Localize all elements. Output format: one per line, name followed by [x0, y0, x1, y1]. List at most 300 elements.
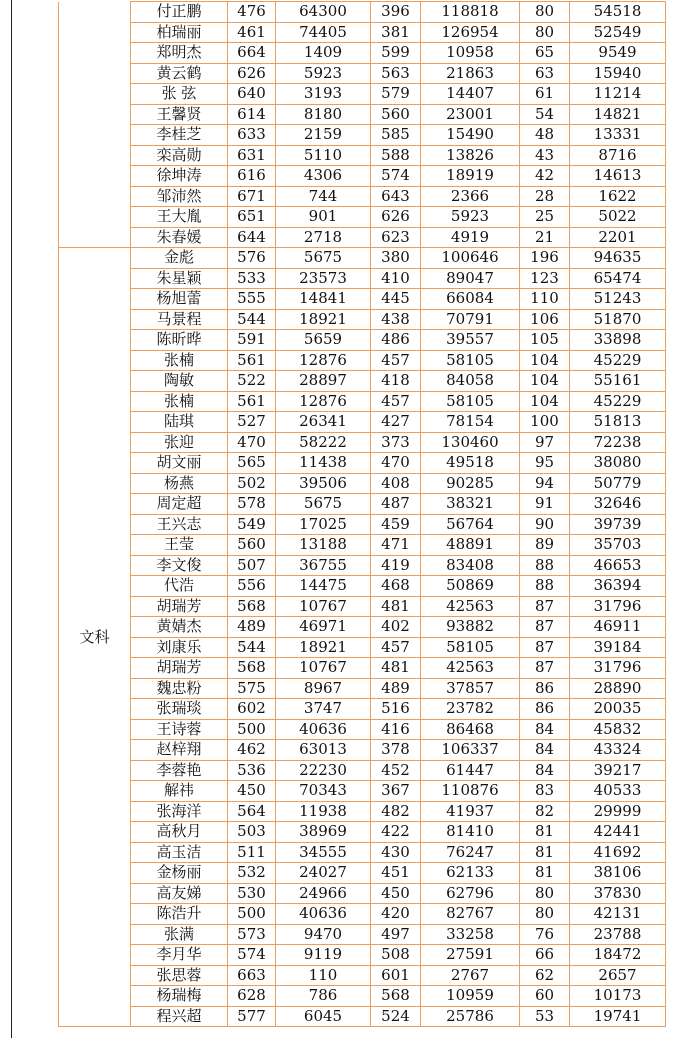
name-cell: 解祎: [131, 781, 228, 802]
value-cell: 87: [520, 637, 570, 658]
value-cell: 15490: [421, 125, 520, 146]
value-cell: 76247: [421, 842, 520, 863]
value-cell: 18919: [421, 166, 520, 187]
value-cell: 15940: [570, 63, 666, 84]
value-cell: 11438: [276, 453, 371, 474]
value-cell: 93882: [421, 617, 520, 638]
value-cell: 1409: [276, 43, 371, 64]
value-cell: 573: [228, 924, 276, 945]
name-cell: 杨瑞梅: [131, 986, 228, 1007]
value-cell: 18472: [570, 945, 666, 966]
value-cell: 459: [371, 514, 421, 535]
value-cell: 367: [371, 781, 421, 802]
value-cell: 461: [228, 22, 276, 43]
value-cell: 54518: [570, 2, 666, 23]
table-row: [59, 289, 666, 310]
value-cell: 39217: [570, 760, 666, 781]
value-cell: 87: [520, 658, 570, 679]
value-cell: 487: [371, 494, 421, 515]
value-cell: 33258: [421, 924, 520, 945]
value-cell: 12876: [276, 350, 371, 371]
value-cell: 633: [228, 125, 276, 146]
value-cell: 38080: [570, 453, 666, 474]
name-cell: 金杨丽: [131, 863, 228, 884]
name-cell: 郑明杰: [131, 43, 228, 64]
name-cell: 黄婧杰: [131, 617, 228, 638]
name-cell: 高玉洁: [131, 842, 228, 863]
value-cell: 602: [228, 699, 276, 720]
value-cell: 95: [520, 453, 570, 474]
value-cell: 28890: [570, 678, 666, 699]
table-body: [59, 2, 666, 1027]
value-cell: 34555: [276, 842, 371, 863]
value-cell: 58105: [421, 350, 520, 371]
value-cell: 500: [228, 719, 276, 740]
value-cell: 564: [228, 801, 276, 822]
value-cell: 80: [520, 22, 570, 43]
value-cell: 396: [371, 2, 421, 23]
value-cell: 591: [228, 330, 276, 351]
value-cell: 36394: [570, 576, 666, 597]
value-cell: 457: [371, 637, 421, 658]
value-cell: 37857: [421, 678, 520, 699]
table-row: [59, 596, 666, 617]
value-cell: 28897: [276, 371, 371, 392]
table-row: [59, 227, 666, 248]
value-cell: 614: [228, 104, 276, 125]
value-cell: 507: [228, 555, 276, 576]
value-cell: 2201: [570, 227, 666, 248]
value-cell: 70791: [421, 309, 520, 330]
value-cell: 450: [371, 883, 421, 904]
value-cell: 86: [520, 699, 570, 720]
name-cell: 李月华: [131, 945, 228, 966]
value-cell: 100: [520, 412, 570, 433]
value-cell: 489: [371, 678, 421, 699]
value-cell: 70343: [276, 781, 371, 802]
value-cell: 84: [520, 719, 570, 740]
value-cell: 576: [228, 248, 276, 269]
value-cell: 40636: [276, 904, 371, 925]
value-cell: 3193: [276, 84, 371, 105]
name-cell: 李蓉艳: [131, 760, 228, 781]
value-cell: 643: [371, 186, 421, 207]
name-cell: 张满: [131, 924, 228, 945]
name-cell: 杨旭蕾: [131, 289, 228, 310]
value-cell: 43324: [570, 740, 666, 761]
value-cell: 21863: [421, 63, 520, 84]
value-cell: 45229: [570, 350, 666, 371]
value-cell: 5923: [276, 63, 371, 84]
value-cell: 5659: [276, 330, 371, 351]
value-cell: 61447: [421, 760, 520, 781]
value-cell: 18921: [276, 309, 371, 330]
value-cell: 438: [371, 309, 421, 330]
table-row: [59, 432, 666, 453]
value-cell: 20035: [570, 699, 666, 720]
name-cell: 张楠: [131, 391, 228, 412]
value-cell: 664: [228, 43, 276, 64]
value-cell: 76: [520, 924, 570, 945]
value-cell: 563: [371, 63, 421, 84]
value-cell: 42563: [421, 658, 520, 679]
name-cell: 王莹: [131, 535, 228, 556]
value-cell: 14407: [421, 84, 520, 105]
name-cell: 陶敏: [131, 371, 228, 392]
value-cell: 94635: [570, 248, 666, 269]
table-row: [59, 412, 666, 433]
name-cell: 朱春媛: [131, 227, 228, 248]
value-cell: 8180: [276, 104, 371, 125]
value-cell: 2767: [421, 965, 520, 986]
value-cell: 3747: [276, 699, 371, 720]
table-row: [59, 330, 666, 351]
value-cell: 11214: [570, 84, 666, 105]
value-cell: 549: [228, 514, 276, 535]
name-cell: 朱星颖: [131, 268, 228, 289]
table-row: [59, 84, 666, 105]
table-row: [59, 514, 666, 535]
value-cell: 27591: [421, 945, 520, 966]
name-cell: 周定超: [131, 494, 228, 515]
value-cell: 66084: [421, 289, 520, 310]
table-row: [59, 453, 666, 474]
value-cell: 25: [520, 207, 570, 228]
value-cell: 5022: [570, 207, 666, 228]
name-cell: 黄云鹤: [131, 63, 228, 84]
value-cell: 72238: [570, 432, 666, 453]
value-cell: 89: [520, 535, 570, 556]
name-cell: 魏忠粉: [131, 678, 228, 699]
value-cell: 14821: [570, 104, 666, 125]
value-cell: 39184: [570, 637, 666, 658]
table-row: [59, 125, 666, 146]
name-cell: 付正鹏: [131, 2, 228, 23]
value-cell: 25786: [421, 1006, 520, 1027]
value-cell: 55161: [570, 371, 666, 392]
value-cell: 5110: [276, 145, 371, 166]
value-cell: 381: [371, 22, 421, 43]
value-cell: 419: [371, 555, 421, 576]
value-cell: 37830: [570, 883, 666, 904]
value-cell: 40636: [276, 719, 371, 740]
value-cell: 9549: [570, 43, 666, 64]
value-cell: 561: [228, 391, 276, 412]
value-cell: 544: [228, 637, 276, 658]
value-cell: 14613: [570, 166, 666, 187]
value-cell: 63013: [276, 740, 371, 761]
value-cell: 508: [371, 945, 421, 966]
table-row: [59, 760, 666, 781]
value-cell: 63: [520, 63, 570, 84]
value-cell: 106: [520, 309, 570, 330]
value-cell: 52549: [570, 22, 666, 43]
value-cell: 80: [520, 904, 570, 925]
value-cell: 88: [520, 555, 570, 576]
table-row: [59, 494, 666, 515]
name-cell: 马景程: [131, 309, 228, 330]
value-cell: 644: [228, 227, 276, 248]
name-cell: 栾高勋: [131, 145, 228, 166]
value-cell: 84: [520, 740, 570, 761]
value-cell: 5923: [421, 207, 520, 228]
value-cell: 130460: [421, 432, 520, 453]
value-cell: 24966: [276, 883, 371, 904]
value-cell: 110876: [421, 781, 520, 802]
value-cell: 457: [371, 391, 421, 412]
value-cell: 51870: [570, 309, 666, 330]
value-cell: 4306: [276, 166, 371, 187]
value-cell: 19741: [570, 1006, 666, 1027]
value-cell: 86: [520, 678, 570, 699]
table-row: [59, 637, 666, 658]
value-cell: 601: [371, 965, 421, 986]
value-cell: 565: [228, 453, 276, 474]
value-cell: 104: [520, 350, 570, 371]
value-cell: 408: [371, 473, 421, 494]
value-cell: 588: [371, 145, 421, 166]
value-cell: 489: [228, 617, 276, 638]
value-cell: 574: [228, 945, 276, 966]
value-cell: 500: [228, 904, 276, 925]
value-cell: 84058: [421, 371, 520, 392]
value-cell: 575: [228, 678, 276, 699]
value-cell: 10958: [421, 43, 520, 64]
value-cell: 24027: [276, 863, 371, 884]
value-cell: 452: [371, 760, 421, 781]
value-cell: 579: [371, 84, 421, 105]
table-row: [59, 904, 666, 925]
table-row: [59, 924, 666, 945]
value-cell: 61: [520, 84, 570, 105]
value-cell: 54: [520, 104, 570, 125]
value-cell: 18921: [276, 637, 371, 658]
value-cell: 471: [371, 535, 421, 556]
value-cell: 81: [520, 842, 570, 863]
value-cell: 12876: [276, 391, 371, 412]
table-row: [59, 371, 666, 392]
table-row: [59, 945, 666, 966]
value-cell: 533: [228, 268, 276, 289]
value-cell: 578: [228, 494, 276, 515]
table-row: [59, 658, 666, 679]
table-row: [59, 63, 666, 84]
table-row: [59, 104, 666, 125]
value-cell: 38321: [421, 494, 520, 515]
value-cell: 48891: [421, 535, 520, 556]
name-cell: 高友娣: [131, 883, 228, 904]
name-cell: 李文俊: [131, 555, 228, 576]
value-cell: 53: [520, 1006, 570, 1027]
value-cell: 23788: [570, 924, 666, 945]
value-cell: 82: [520, 801, 570, 822]
name-cell: 陈浩升: [131, 904, 228, 925]
value-cell: 196: [520, 248, 570, 269]
name-cell: 胡瑞芳: [131, 658, 228, 679]
name-cell: 王馨贤: [131, 104, 228, 125]
value-cell: 577: [228, 1006, 276, 1027]
table-row: [59, 986, 666, 1007]
page-left-border: [11, 0, 12, 1038]
category-cell: 文科: [59, 248, 131, 1027]
value-cell: 82767: [421, 904, 520, 925]
value-cell: 48: [520, 125, 570, 146]
value-cell: 46911: [570, 617, 666, 638]
value-cell: 623: [371, 227, 421, 248]
table-row: [59, 535, 666, 556]
name-cell: 胡文丽: [131, 453, 228, 474]
value-cell: 457: [371, 350, 421, 371]
score-rank-table: [58, 1, 666, 1027]
value-cell: 81: [520, 822, 570, 843]
name-cell: 杨燕: [131, 473, 228, 494]
value-cell: 90285: [421, 473, 520, 494]
table-row: [59, 473, 666, 494]
table-row: [59, 842, 666, 863]
table-row: [59, 248, 666, 269]
value-cell: 45229: [570, 391, 666, 412]
value-cell: 450: [228, 781, 276, 802]
value-cell: 39557: [421, 330, 520, 351]
value-cell: 46653: [570, 555, 666, 576]
value-cell: 80: [520, 2, 570, 23]
value-cell: 462: [228, 740, 276, 761]
value-cell: 45832: [570, 719, 666, 740]
value-cell: 23001: [421, 104, 520, 125]
table-row: [59, 617, 666, 638]
value-cell: 5675: [276, 248, 371, 269]
value-cell: 10959: [421, 986, 520, 1007]
value-cell: 568: [228, 658, 276, 679]
value-cell: 574: [371, 166, 421, 187]
value-cell: 14475: [276, 576, 371, 597]
value-cell: 50779: [570, 473, 666, 494]
value-cell: 503: [228, 822, 276, 843]
name-cell: 张海洋: [131, 801, 228, 822]
table-row: [59, 801, 666, 822]
value-cell: 616: [228, 166, 276, 187]
value-cell: 530: [228, 883, 276, 904]
value-cell: 640: [228, 84, 276, 105]
value-cell: 46971: [276, 617, 371, 638]
value-cell: 50869: [421, 576, 520, 597]
table-row: [59, 555, 666, 576]
table-row: [59, 166, 666, 187]
value-cell: 36755: [276, 555, 371, 576]
value-cell: 26341: [276, 412, 371, 433]
value-cell: 41937: [421, 801, 520, 822]
value-cell: 651: [228, 207, 276, 228]
value-cell: 33898: [570, 330, 666, 351]
table-row: [59, 43, 666, 64]
value-cell: 94: [520, 473, 570, 494]
name-cell: 张 弦: [131, 84, 228, 105]
value-cell: 84: [520, 760, 570, 781]
value-cell: 97: [520, 432, 570, 453]
value-cell: 380: [371, 248, 421, 269]
value-cell: 2657: [570, 965, 666, 986]
value-cell: 81410: [421, 822, 520, 843]
name-cell: 陈昕晔: [131, 330, 228, 351]
value-cell: 10173: [570, 986, 666, 1007]
value-cell: 626: [228, 63, 276, 84]
name-cell: 张迎: [131, 432, 228, 453]
table-row: [59, 678, 666, 699]
value-cell: 481: [371, 658, 421, 679]
value-cell: 60: [520, 986, 570, 1007]
value-cell: 532: [228, 863, 276, 884]
value-cell: 516: [371, 699, 421, 720]
value-cell: 39506: [276, 473, 371, 494]
name-cell: 刘康乐: [131, 637, 228, 658]
value-cell: 64300: [276, 2, 371, 23]
value-cell: 28: [520, 186, 570, 207]
name-cell: 徐坤涛: [131, 166, 228, 187]
value-cell: 511: [228, 842, 276, 863]
value-cell: 126954: [421, 22, 520, 43]
value-cell: 40533: [570, 781, 666, 802]
table-row: [59, 576, 666, 597]
value-cell: 58105: [421, 637, 520, 658]
value-cell: 2718: [276, 227, 371, 248]
value-cell: 497: [371, 924, 421, 945]
value-cell: 62: [520, 965, 570, 986]
name-cell: 胡瑞芳: [131, 596, 228, 617]
value-cell: 51243: [570, 289, 666, 310]
value-cell: 631: [228, 145, 276, 166]
value-cell: 5675: [276, 494, 371, 515]
name-cell: 张瑞琰: [131, 699, 228, 720]
name-cell: 张思蓉: [131, 965, 228, 986]
value-cell: 87: [520, 617, 570, 638]
table-row: [59, 719, 666, 740]
value-cell: 470: [228, 432, 276, 453]
value-cell: 451: [371, 863, 421, 884]
value-cell: 527: [228, 412, 276, 433]
table-row: [59, 965, 666, 986]
value-cell: 32646: [570, 494, 666, 515]
value-cell: 410: [371, 268, 421, 289]
value-cell: 555: [228, 289, 276, 310]
value-cell: 38969: [276, 822, 371, 843]
name-cell: 陆琪: [131, 412, 228, 433]
value-cell: 13331: [570, 125, 666, 146]
table-row: [59, 699, 666, 720]
value-cell: 786: [276, 986, 371, 1007]
value-cell: 51813: [570, 412, 666, 433]
value-cell: 104: [520, 371, 570, 392]
value-cell: 31796: [570, 596, 666, 617]
name-cell: 柏瑞丽: [131, 22, 228, 43]
value-cell: 4919: [421, 227, 520, 248]
value-cell: 420: [371, 904, 421, 925]
table-row: [59, 145, 666, 166]
value-cell: 110: [520, 289, 570, 310]
value-cell: 422: [371, 822, 421, 843]
name-cell: 程兴超: [131, 1006, 228, 1027]
value-cell: 418: [371, 371, 421, 392]
value-cell: 524: [371, 1006, 421, 1027]
value-cell: 65: [520, 43, 570, 64]
value-cell: 89047: [421, 268, 520, 289]
value-cell: 585: [371, 125, 421, 146]
value-cell: 8967: [276, 678, 371, 699]
value-cell: 430: [371, 842, 421, 863]
value-cell: 481: [371, 596, 421, 617]
name-cell: 张楠: [131, 350, 228, 371]
name-cell: 王诗蓉: [131, 719, 228, 740]
value-cell: 42131: [570, 904, 666, 925]
